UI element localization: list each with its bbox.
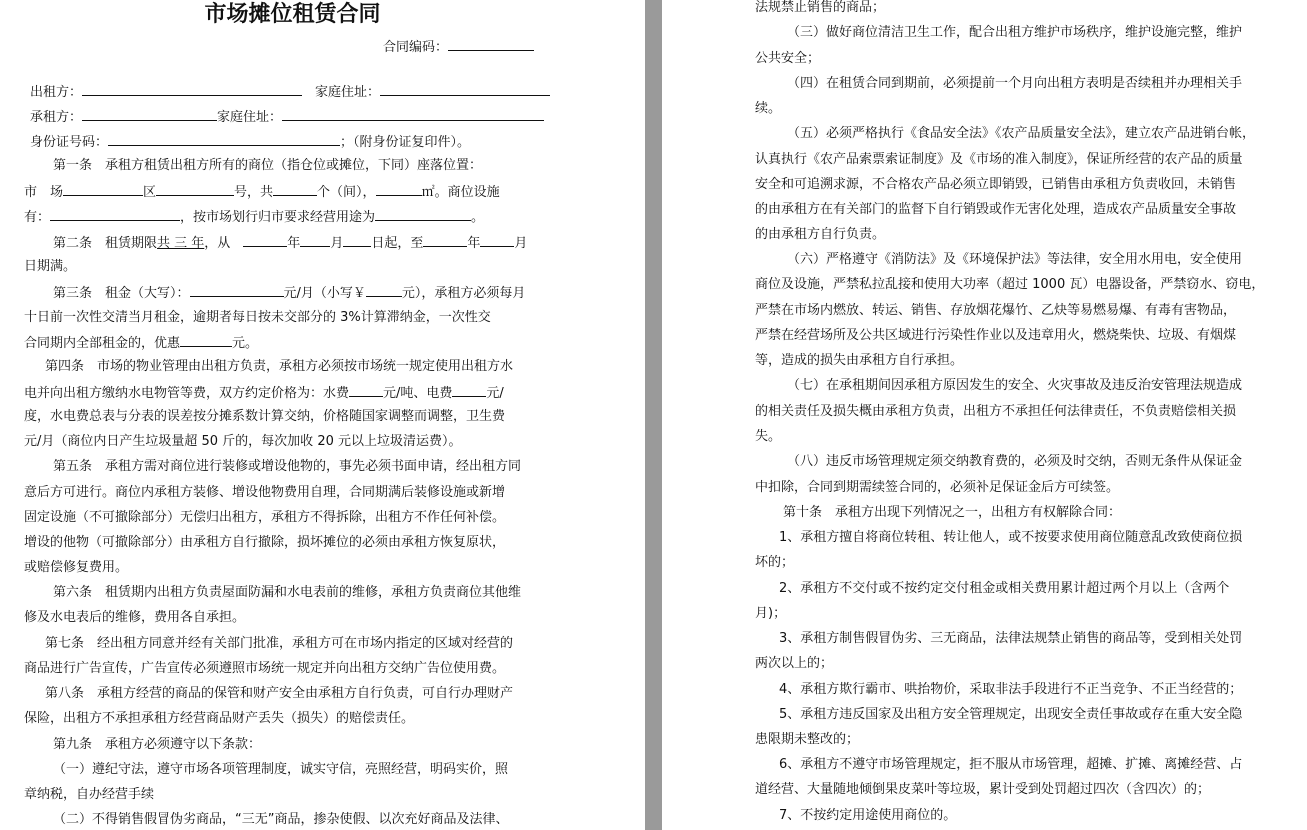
text-line-art5-l2 xyxy=(24,485,505,501)
text-segment: 失。 xyxy=(755,429,782,444)
text-segment: 元/月（商位内日产生垃圾量超 50 斤的，每次加收 20 元以上垃圾清运费）。 xyxy=(24,434,462,449)
text-segment: 年 xyxy=(467,236,481,251)
document-page-left xyxy=(0,0,645,830)
text-line-art1-l1 xyxy=(53,158,482,174)
text-line-art2-l1 xyxy=(53,234,527,252)
text-line-art4-l1 xyxy=(45,359,513,375)
text-line-r-art9-5-l1 xyxy=(787,126,1255,142)
text-segment: 合同期内全部租金的，优惠 xyxy=(24,336,181,351)
text-line-r-art9-7-l1 xyxy=(787,378,1242,394)
blank-field xyxy=(343,234,371,247)
text-segment: 度，水电费总表与分表的误差按分摊系数计算交纳，价格随国家调整而调整，卫生费 xyxy=(24,409,506,424)
text-line-art7-l2 xyxy=(24,661,505,677)
text-segment: 章纳税，自办经营手续 xyxy=(24,787,155,802)
text-segment: 出租方： xyxy=(30,85,83,100)
text-line-r-art9-6-l1 xyxy=(787,252,1242,268)
document-title: 市场摊位租赁合同 xyxy=(204,1,381,27)
text-segment: 严禁在市场内燃放、转运、销售、存放烟花爆竹、乙炔等易燃易爆、有毒有害物品， xyxy=(755,303,1237,318)
blank-field xyxy=(376,183,422,196)
text-segment: 月 xyxy=(330,236,344,251)
text-line-art3-l1 xyxy=(53,284,525,302)
text-line-r-art9-7-l3 xyxy=(755,429,781,445)
text-segment: 的由承租方自行负责。 xyxy=(755,227,886,242)
underlined-text: 共 三 年 xyxy=(157,236,205,251)
text-line-art8-l1 xyxy=(45,686,513,702)
text-line-r-art10-1-l2 xyxy=(755,555,794,571)
text-line-art4-l2 xyxy=(24,384,504,402)
text-segment: 的由承租方在有关部门的监督下自行销毁或作无害化处理，造成农产品质量安全事故 xyxy=(755,202,1237,217)
text-line-art1-l3 xyxy=(24,208,484,226)
blank-field xyxy=(50,208,180,221)
text-segment: 第九条 承租方必须遵守以下条款： xyxy=(53,737,262,752)
text-segment: 家庭住址： xyxy=(302,85,381,100)
text-line-r-art10-3-l2 xyxy=(755,656,833,672)
text-line-r-art10-6-l2 xyxy=(755,782,1210,798)
blank-field xyxy=(349,384,383,397)
text-segment: 保险，出租方不承担承租方经营商品财产丢失（损失）的赔偿责任。 xyxy=(24,711,415,726)
text-segment: 月 xyxy=(514,236,528,251)
text-segment: 两次以上的； xyxy=(755,656,834,671)
text-line-r-art9-6-l2 xyxy=(755,277,1264,293)
text-segment: 个（间）， xyxy=(317,185,376,200)
text-segment: 元），承租方必须每月 xyxy=(401,286,526,301)
text-line-r-art9-3-l2 xyxy=(755,51,820,67)
text-segment: 第五条 承租方需对商位进行装修或增设他物的，事先必须书面申请，经出租方同 xyxy=(53,459,522,474)
text-line-lessee xyxy=(30,108,544,126)
text-segment: 电并向出租方缴纳水电物管等费，双方约定价格为：水费 xyxy=(24,386,350,401)
text-line-art5-l3 xyxy=(24,510,505,526)
text-segment: 第三条 租金（大写）： xyxy=(53,286,190,301)
blank-field xyxy=(366,284,402,297)
text-segment: （二）不得销售假冒伪劣商品，“三无”商品，掺杂使假、以次充好商品及法律、 xyxy=(53,812,509,827)
text-segment: （七）在承租期间因承租方原因发生的安全、火灾事故及违反治安管理法规造成 xyxy=(787,378,1243,393)
text-segment: 家庭住址： xyxy=(217,110,283,125)
text-segment: 区 xyxy=(143,185,157,200)
text-line-r-art9-5-l3 xyxy=(755,177,1236,193)
text-line-r-art9-4-l2 xyxy=(755,101,781,117)
text-line-art2-l2 xyxy=(24,259,76,275)
blank-field xyxy=(82,108,217,121)
text-segment: 市 场 xyxy=(24,185,64,200)
text-segment: 月)； xyxy=(755,606,787,621)
blank-field xyxy=(190,284,284,297)
text-segment: 年 xyxy=(287,236,301,251)
text-line-lessor xyxy=(30,83,550,101)
text-line-r-art10-5-l2 xyxy=(755,732,859,748)
text-line-r-art9-8-l2 xyxy=(755,480,1119,496)
text-segment: 5、承租方违反国家及出租方安全管理规定，出现安全责任事故或存在重大安全隐 xyxy=(779,707,1243,722)
text-segment: 十日前一次性交清当月租金，逾期者每日按未交部分的 3%计算滞纳金，一次性交 xyxy=(24,310,491,325)
text-line-r-art9-5-l2 xyxy=(755,152,1243,168)
text-line-art1-l2 xyxy=(24,183,500,201)
text-line-contract-number xyxy=(383,38,534,56)
text-line-art5-l4 xyxy=(24,535,505,551)
text-line-r-art10-1-l1 xyxy=(779,530,1242,546)
text-segment: 固定设施（不可撤除部分）无偿归出租方，承租方不得拆除，出租方不作任何补偿。 xyxy=(24,510,506,525)
text-line-r-art9-4-l1 xyxy=(787,76,1242,92)
text-segment: （六）严格遵守《消防法》及《环境保护法》等法律，安全用水用电，安全使用 xyxy=(787,252,1243,267)
text-segment: ㎡。商位设施 xyxy=(421,185,500,200)
text-segment: 等，造成的损失由承租方自行承担。 xyxy=(755,353,964,368)
text-line-r-art10-4-l1 xyxy=(779,682,1242,698)
text-segment: 第四条 市场的物业管理由出租方负责，承租方必须按市场统一规定使用出租方水 xyxy=(45,359,514,374)
text-segment: 安全和可追溯求源，不合格农产品必须立即销毁，已销售由承租方负责收回，未销售 xyxy=(755,177,1237,192)
text-segment: ，按市场划行归市要求经营用途为 xyxy=(180,210,376,225)
blank-field xyxy=(300,234,330,247)
blank-field xyxy=(156,183,234,196)
text-segment: （一）遵纪守法，遵守市场各项管理制度，诚实守信，亮照经营，明码实价，照 xyxy=(53,762,509,777)
text-line-art3-l2 xyxy=(24,310,491,326)
text-line-art9-l1 xyxy=(53,737,261,753)
text-segment: 法规禁止销售的商品； xyxy=(755,0,886,15)
text-segment: 1、承租方擅自将商位转租、转让他人，或不按要求使用商位随意乱改致使商位损 xyxy=(779,530,1243,545)
text-segment: 坏的； xyxy=(755,555,795,570)
text-segment: 第一条 承租方租赁出租方所有的商位（指仓位或摊位，下同）座落位置： xyxy=(53,158,483,173)
text-segment: 7、不按约定用途使用商位的。 xyxy=(779,808,957,823)
text-line-r-art10-6-l1 xyxy=(779,757,1242,773)
page-gutter xyxy=(645,0,662,830)
text-segment: 患限期未整改的； xyxy=(755,732,860,747)
text-segment: ；（附身份证复印件）。 xyxy=(340,135,471,150)
text-line-r-art10-l1 xyxy=(783,505,1121,521)
text-segment: 严禁在经营场所及公共区域进行污染性作业以及违章用火，燃烧柴快、垃圾、有烟煤 xyxy=(755,328,1237,343)
text-line-r-art9-7-l2 xyxy=(755,404,1236,420)
text-line-r-art10-5-l1 xyxy=(779,707,1242,723)
text-line-r-art9-6-l3 xyxy=(755,303,1236,319)
text-segment: 元/ xyxy=(486,386,504,401)
text-segment: 元/月（小写￥ xyxy=(283,286,366,301)
text-segment: 元/吨、电费 xyxy=(383,386,453,401)
text-segment: 意后方可进行。商位内承租方装修、增设他物费用自理，合同期满后装修设施或新增 xyxy=(24,485,506,500)
text-line-r-art9-6-l5 xyxy=(755,353,963,369)
text-line-r-art9-3-l1 xyxy=(787,25,1242,41)
blank-field xyxy=(63,183,143,196)
text-segment: 认真执行《农产品索票索证制度》及《市场的准入制度》，保证所经营的农产品的质量 xyxy=(755,152,1243,167)
text-segment: 或赔偿修复费用。 xyxy=(24,560,129,575)
text-line-art7-l1 xyxy=(45,636,513,652)
text-line-r-art9-5-l5 xyxy=(755,227,885,243)
text-segment: 。 xyxy=(471,210,485,225)
text-segment: 有： xyxy=(24,210,51,225)
text-segment: ，从 xyxy=(204,236,244,251)
text-line-r-art9-6-l4 xyxy=(755,328,1236,344)
text-segment: 2、承租方不交付或不按约定交付租金或相关费用累计超过两个月以上（含两个 xyxy=(779,581,1230,596)
blank-field xyxy=(448,38,534,51)
text-segment: （三）做好商位清洁卫生工作，配合出租方维护市场秩序，维护设施完整，维护 xyxy=(787,25,1243,40)
blank-field xyxy=(243,234,287,247)
text-line-r-art9-5-l4 xyxy=(755,202,1236,218)
text-line-art5-l5 xyxy=(24,560,128,576)
text-segment: 中扣除，合同到期需续签合同的，必须补足保证金后方可续签。 xyxy=(755,480,1120,495)
blank-field xyxy=(282,108,544,121)
blank-field xyxy=(375,208,471,221)
blank-field xyxy=(480,234,514,247)
text-segment: 身份证号码： xyxy=(30,135,109,150)
text-segment: 日起，至 xyxy=(371,236,424,251)
text-line-art5-l1 xyxy=(53,459,521,475)
text-segment: 第二条 租赁期限 xyxy=(53,236,158,251)
text-segment: 承租方： xyxy=(30,110,83,125)
text-line-r-art9-8-l1 xyxy=(787,454,1242,470)
text-line-r-art9-2-l2 xyxy=(755,0,885,16)
text-segment: 道经营、大量随地倾倒果皮菜叶等垃圾，累计受到处罚超过四次（含四次）的； xyxy=(755,782,1211,797)
text-segment: 增设的他物（可撤除部分）由承租方自行撤除，损坏摊位的必须由承租方恢复原状， xyxy=(24,535,506,550)
text-segment: 第七条 经出租方同意并经有关部门批准，承租方可在市场内指定的区域对经营的 xyxy=(45,636,514,651)
text-segment: 3、承租方制售假冒伪劣、三无商品，法律法规禁止销售的商品等，受到相关处罚 xyxy=(779,631,1243,646)
text-line-r-art10-7-l1 xyxy=(779,808,956,824)
text-segment: 公共安全； xyxy=(755,51,821,66)
blank-field xyxy=(82,83,302,96)
blank-field xyxy=(380,83,550,96)
text-line-art3-l3 xyxy=(24,334,258,352)
text-segment: 6、承租方不遵守市场管理规定，拒不服从市场管理，超摊、扩摊、离摊经营、占 xyxy=(779,757,1243,772)
text-segment: 合同编码： xyxy=(383,40,449,55)
text-segment: 的相关责任及损失概由承租方负责，出租方不承担任何法律责任，不负责赔偿相关损 xyxy=(755,404,1237,419)
text-line-art9-2-l1 xyxy=(53,812,508,828)
document-page-right xyxy=(662,0,1307,830)
text-segment: 第六条 租赁期内出租方负责屋面防漏和水电表前的维修，承租方负责商位其他维 xyxy=(53,585,522,600)
text-line-art6-l2 xyxy=(24,610,245,626)
text-segment: 元。 xyxy=(232,336,259,351)
text-segment: 日期满。 xyxy=(24,259,77,274)
text-line-art8-l2 xyxy=(24,711,414,727)
blank-field xyxy=(108,133,340,146)
text-segment: 续。 xyxy=(755,101,782,116)
blank-field xyxy=(180,334,232,347)
text-segment: 商品进行广告宣传，广告宣传必须遵照市场统一规定并向出租方交纳广告位使用费。 xyxy=(24,661,506,676)
text-line-id-number xyxy=(30,133,470,151)
text-segment: （五）必须严格执行《食品安全法》《农产品质量安全法》，建立农产品进销台帐， xyxy=(787,126,1256,141)
text-segment: 商位及设施，严禁私拉乱接和使用大功率（超过 1000 瓦）电器设备，严禁窃水、窃电， xyxy=(755,277,1265,292)
text-segment: （八）违反市场管理规定须交纳教育费的，必须及时交纳，否则无条件从保证金 xyxy=(787,454,1243,469)
text-line-r-art10-2-l1 xyxy=(779,581,1229,597)
text-segment: （四）在租赁合同到期前，必须提前一个月向出租方表明是否续租并办理相关手 xyxy=(787,76,1243,91)
text-line-r-art10-2-l2 xyxy=(755,606,786,622)
text-line-art9-1-l2 xyxy=(24,787,154,803)
text-line-art4-l4 xyxy=(24,434,462,450)
text-segment: 4、承租方欺行霸市、哄抬物价，采取非法手段进行不正当竞争、不正当经营的； xyxy=(779,682,1243,697)
text-segment: 第十条 承租方出现下列情况之一，出租方有权解除合同： xyxy=(783,505,1122,520)
text-segment: 号，共 xyxy=(234,185,274,200)
text-line-art6-l1 xyxy=(53,585,521,601)
text-line-r-art10-3-l1 xyxy=(779,631,1242,647)
blank-field xyxy=(273,183,317,196)
text-segment: 第八条 承租方经营的商品的保管和财产安全由承租方自行负责，可自行办理财产 xyxy=(45,686,514,701)
text-line-art4-l3 xyxy=(24,409,505,425)
text-segment: 修及水电表后的维修，费用各自承担。 xyxy=(24,610,246,625)
blank-field xyxy=(452,384,486,397)
text-line-art9-1-l1 xyxy=(53,762,508,778)
blank-field xyxy=(423,234,467,247)
